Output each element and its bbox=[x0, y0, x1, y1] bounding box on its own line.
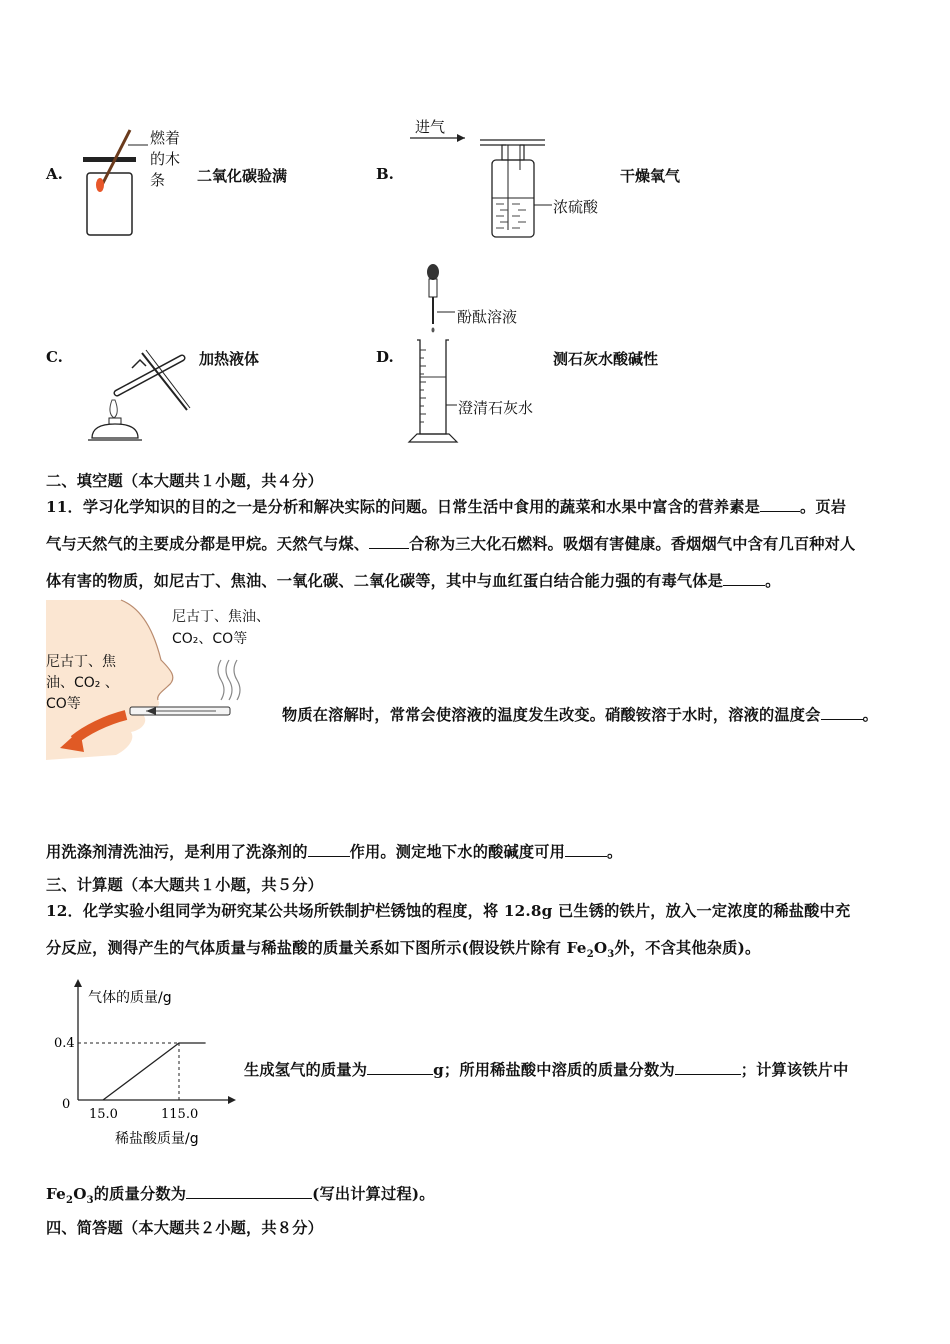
smoke-label-3: 尼古丁、焦 bbox=[46, 654, 116, 670]
q11-line2: 气与天然气的主要成分都是甲烷。天然气与煤、 合称为三大化石燃料。吸烟有害健康。香烟烟气中含有几百种对人 bbox=[46, 535, 856, 553]
option-c-letter: C. bbox=[46, 348, 63, 366]
option-b-letter: B. bbox=[376, 165, 394, 183]
label-stick: 条 bbox=[150, 171, 166, 189]
smoke-label-5: CO等 bbox=[46, 696, 81, 712]
q11-line3: 体有害的物质，如尼古丁、焦油、一氧化碳、二氧化碳等，其中与血红蛋白结合能力强的有毒气体是 。 bbox=[46, 572, 781, 590]
series-line bbox=[103, 1043, 206, 1100]
q12-blank-2[interactable] bbox=[675, 1060, 741, 1075]
q11-blank-2[interactable] bbox=[369, 534, 409, 549]
q11-line5: 用洗涤剂清洗油污，是利用了洗涤剂的 作用。测定地下水的酸碱度可用 。 bbox=[46, 843, 623, 861]
y-tick-label: 0.4 bbox=[54, 1036, 75, 1051]
smoke-label-4: 油、CO₂ 、 bbox=[46, 675, 119, 691]
smoke-label-2: CO₂、CO等 bbox=[172, 631, 248, 647]
option-d-desc: 测石灰水酸碱性 bbox=[553, 350, 659, 368]
section2-title: 二、填空题（本大题共１小题，共４分） bbox=[46, 472, 323, 490]
q12-line2: 分反应，测得产生的气体质量与稀盐酸的质量关系如下图所示(假设铁片除有 $Fe_2O_3$外，不含其他杂质)。 bbox=[46, 939, 761, 961]
cylinder-dropper-illustration bbox=[405, 262, 505, 447]
label-conc-sulfuric-acid: 浓硫酸 bbox=[553, 198, 599, 216]
x-tick-label: 115.0 bbox=[161, 1107, 199, 1122]
q11-blank-5[interactable] bbox=[308, 842, 350, 857]
q11-blank-3[interactable] bbox=[723, 571, 765, 586]
label-gas-in: 进气 bbox=[415, 118, 446, 136]
y-axis-label: 气体的质量/g bbox=[88, 990, 172, 1006]
smoke-label-1: 尼古丁、焦油、 bbox=[172, 609, 270, 625]
option-c-desc: 加热液体 bbox=[199, 350, 260, 368]
gas-mass-chart bbox=[46, 975, 246, 1150]
option-a-letter: A. bbox=[46, 165, 63, 183]
q12-line1: 12．化学实验小组同学为研究某公共场所铁制护栏锈蚀的程度，将 12.8g 已生锈的铁片，放入一定浓度的稀盐酸中充 bbox=[46, 902, 851, 920]
x-axis-arrow bbox=[228, 1096, 236, 1104]
q11-blank-1[interactable] bbox=[760, 497, 800, 512]
label-phenolphthalein: 酚酞溶液 bbox=[457, 308, 518, 326]
q12-line3: 生成氢气的质量为 g；所用稀盐酸中溶质的质量分数为 ；计算该铁片中 bbox=[244, 1061, 849, 1079]
q12-line4: $Fe_2O_3$的质量分数为 (写出计算过程)。 bbox=[46, 1185, 435, 1207]
section4-title: 四、简答题（本大题共２小题，共８分） bbox=[46, 1219, 323, 1237]
label-wood: 的木 bbox=[150, 150, 181, 168]
q12-blank-3[interactable] bbox=[186, 1184, 312, 1199]
q11-line4: 物质在溶解时，常常会使溶液的温度发生改变。硝酸铵溶于水时，溶液的温度会 。 bbox=[282, 706, 878, 724]
q12-blank-1[interactable] bbox=[367, 1060, 433, 1075]
heating-liquid-illustration bbox=[82, 338, 197, 450]
option-a-desc: 二氧化碳验满 bbox=[197, 167, 288, 185]
option-b-desc: 干燥氧气 bbox=[620, 167, 681, 185]
section3-title: 三、计算题（本大题共１小题，共５分） bbox=[46, 876, 323, 894]
q11-blank-4[interactable] bbox=[821, 705, 863, 720]
gas-washing-bottle-illustration bbox=[410, 130, 610, 245]
label-limewater: 澄清石灰水 bbox=[458, 399, 534, 417]
x-tick-label: 15.0 bbox=[89, 1107, 118, 1122]
q11-line1: 11．学习化学知识的目的之一是分析和解决实际的问题。日常生活中食用的蔬菜和水果中富含的营养素是 。页岩 bbox=[46, 498, 847, 516]
y-axis-arrow bbox=[74, 979, 82, 987]
x-axis-label: 稀盐酸质量/g bbox=[115, 1131, 199, 1147]
label-burning: 燃着 bbox=[150, 129, 181, 147]
q11-blank-6[interactable] bbox=[565, 842, 607, 857]
origin-label: 0 bbox=[62, 1097, 71, 1112]
option-d-letter: D. bbox=[376, 348, 394, 366]
